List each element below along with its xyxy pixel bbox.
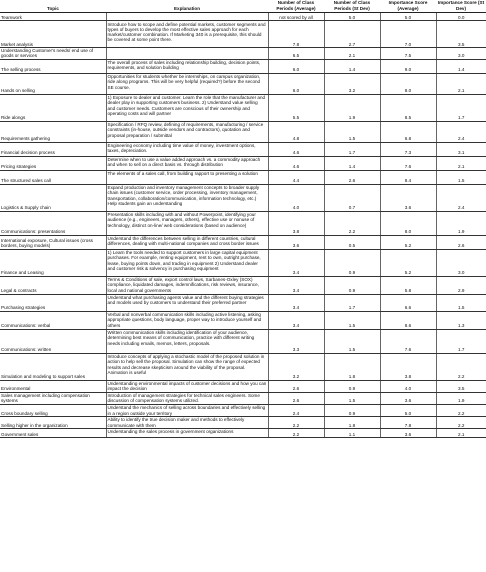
importance-sd-cell: 2.2	[436, 404, 486, 416]
topic-cell: Finance and Leasing	[0, 249, 106, 276]
topic-cell: Government sales	[0, 428, 106, 437]
importance-sd-cell: 2.9	[436, 276, 486, 294]
importance-avg-cell: 5.0	[380, 404, 436, 416]
periods-sd-cell: 1.4	[324, 59, 380, 73]
explanation-cell: Introduce concepts of applying a stochastic model of the proposed solution in action to help sell the proposal. Simulation can show the range of expected results and decrease skepticism around the viability of the proposal. Animation is useful	[106, 353, 268, 380]
table-row	[0, 184, 486, 211]
periods-avg-cell: 3.8	[268, 211, 324, 235]
periods-avg-cell: 3.4	[268, 249, 324, 276]
topic-cell: Market analysis	[0, 21, 106, 48]
table-row	[0, 416, 486, 428]
periods-sd-cell: 5.0	[324, 13, 380, 21]
topic-cell: The structured sales call	[0, 170, 106, 184]
table-row	[0, 235, 486, 249]
table-row	[0, 170, 486, 184]
periods-avg-cell: 2.2	[268, 416, 324, 428]
explanation-cell: The elements of a sales call, from building rapport to presenting a solution	[106, 170, 268, 184]
importance-sd-cell: 1.5	[436, 170, 486, 184]
topic-cell: Communications: written	[0, 329, 106, 353]
importance-avg-cell: 3.6	[380, 184, 436, 211]
periods-sd-cell: 1.8	[324, 416, 380, 428]
header-row	[0, 0, 486, 13]
table-row	[0, 276, 486, 294]
table-row	[0, 13, 486, 21]
importance-avg-cell: 5.2	[380, 249, 436, 276]
periods-sd-cell: 1.7	[324, 294, 380, 311]
periods-sd-cell: 1.5	[324, 392, 380, 404]
importance-sd-cell: 1.9	[436, 211, 486, 235]
explanation-cell: 1) Exposure to dealer and customer. Learn the role that the manufacturer and dealer play in supporting customers business. 2) Understand value selling and customer needs. Customers are conscious of their ownership and operating costs and will partner	[106, 94, 268, 121]
periods-avg-cell: 2.6	[268, 392, 324, 404]
importance-avg-cell: 3.8	[380, 353, 436, 380]
topic-cell: Sales management including compensation systems	[0, 392, 106, 404]
explanation-cell: Understand what purchasing agents value and the different buying strategies and models used by customers to understand their preferred partner	[106, 294, 268, 311]
explanation-cell: Presentation skills including with and without Powerpoint, identifying your audience (e.g., engineers, managers, others), effective use or nonuse of technology, distinct on-line/ web considerations (based on audience)	[106, 211, 268, 235]
topic-cell: Hands on selling	[0, 73, 106, 94]
explanation-cell: Expand production and inventory management concepts to broader supply chain issues (customer service, order processing, inventory management, transportation, collaboration/communication, information technology, etc.) Help students gain an understanding	[106, 184, 268, 211]
importance-sd-cell: 1.3	[436, 311, 486, 329]
periods-sd-cell: 0.9	[324, 249, 380, 276]
topic-cell: Pricing strategies	[0, 156, 106, 170]
importance-sd-cell: 1.7	[436, 329, 486, 353]
topic-cell: Environmental	[0, 380, 106, 392]
importance-sd-cell: 2.1	[436, 73, 486, 94]
periods-avg-cell: 3.2	[268, 353, 324, 380]
explanation-cell: Determine when to use a value added approach vs. a commodity approach and when to sell on a direct basis vs. through distribution	[106, 156, 268, 170]
importance-sd-cell: 3.0	[436, 249, 486, 276]
table-row	[0, 311, 486, 329]
table-row	[0, 156, 486, 170]
table-row	[0, 329, 486, 353]
importance-sd-cell: 2.2	[436, 416, 486, 428]
periods-sd-cell: 2.1	[324, 48, 380, 60]
importance-avg-cell: 6.8	[380, 121, 436, 142]
periods-sd-cell: 0.7	[324, 184, 380, 211]
periods-avg-cell: 4.8	[268, 121, 324, 142]
importance-sd-cell: 2.1	[436, 428, 486, 437]
periods-sd-cell: 1.4	[324, 156, 380, 170]
importance-sd-cell: 2.4	[436, 184, 486, 211]
periods-avg-cell: 7.8	[268, 21, 324, 48]
periods-avg-cell: 4.4	[268, 170, 324, 184]
explanation-cell: Understand the differences between selling in different countries, cultural differences, dealing with multi-national companies and cross border issues	[106, 235, 268, 249]
importance-sd-cell: 3.1	[436, 142, 486, 156]
topic-cell: Ride alongs	[0, 94, 106, 121]
topic-cell: Cross boundary selling	[0, 404, 106, 416]
topic-cell: Communications: presentations	[0, 211, 106, 235]
topic-cell: Requirements gathering	[0, 121, 106, 142]
importance-avg-cell: 7.3	[380, 142, 436, 156]
importance-avg-cell: 7.0	[380, 21, 436, 48]
periods-sd-cell: 1.1	[324, 428, 380, 437]
periods-sd-cell: 1.5	[324, 311, 380, 329]
table-row	[0, 48, 486, 60]
periods-avg-cell: 2.2	[268, 428, 324, 437]
table-row	[0, 249, 486, 276]
explanation-cell: 1) Learn the tools needed to support customers in large capital equipment purchases. For example, renting equipment, rent to own, outright purchase, lease, buying points down, and trading in equipment 2) Understand dealer and customer risk & solvency in purchasing equipment	[106, 249, 268, 276]
topic-cell: Teamwork	[0, 13, 106, 21]
importance-sd-cell: 2.2	[436, 353, 486, 380]
explanation-cell: Introduction of management strategies for technical sales engineers. Some discussion of compensation systems utilized.	[106, 392, 268, 404]
table-row	[0, 121, 486, 142]
periods-sd-cell: 2.2	[324, 211, 380, 235]
topic-cell: Purchasing strategies	[0, 294, 106, 311]
importance-sd-cell: 1.5	[436, 294, 486, 311]
importance-sd-cell: 3.5	[436, 21, 486, 48]
header-importance-sd: Importance Score (St Dev)	[437, 0, 485, 11]
table-row	[0, 392, 486, 404]
periods-sd-cell: 1.7	[324, 142, 380, 156]
periods-avg-cell: 4.6	[268, 142, 324, 156]
topic-cell: International exposure, Cultural issues (cross borders, buying models)	[0, 235, 106, 249]
topic-cell: The selling process	[0, 59, 106, 73]
importance-avg-cell: 3.6	[380, 428, 436, 437]
periods-sd-cell: 1.5	[324, 121, 380, 142]
header-topic: Topic	[0, 0, 106, 13]
importance-avg-cell: 7.6	[380, 156, 436, 170]
importance-avg-cell: 8.4	[380, 170, 436, 184]
table-row	[0, 404, 486, 416]
explanation-cell: Terms & Conditions of sale, export control laws, Sarbanes-Oxley (SOX) compliance, liquidated damages, indemnifications, risk reviews, insurance, local and national governments	[106, 276, 268, 294]
table-row	[0, 428, 486, 437]
periods-sd-cell: 0.9	[324, 380, 380, 392]
table-row	[0, 353, 486, 380]
periods-sd-cell: 1.9	[324, 94, 380, 121]
periods-sd-cell: 2.6	[324, 170, 380, 184]
importance-avg-cell: 8.0	[380, 211, 436, 235]
periods-avg-cell: 2.6	[268, 380, 324, 392]
periods-sd-cell: 0.9	[324, 404, 380, 416]
table-row	[0, 380, 486, 392]
importance-avg-cell: 7.8	[380, 416, 436, 428]
topic-cell: Selling higher in the organization	[0, 416, 106, 428]
periods-avg-cell: 5.5	[268, 94, 324, 121]
importance-sd-cell: 2.1	[436, 156, 486, 170]
importance-sd-cell: 3.5	[436, 380, 486, 392]
periods-avg-cell: 3.4	[268, 294, 324, 311]
importance-avg-cell: 5.8	[380, 276, 436, 294]
topic-cell: Communications: verbal	[0, 311, 106, 329]
importance-avg-cell: 5.0	[380, 13, 436, 21]
importance-avg-cell: 5.2	[380, 235, 436, 249]
periods-sd-cell: 1.8	[324, 353, 380, 380]
importance-avg-cell: 8.6	[380, 311, 436, 329]
explanation-cell: Opportunities for students whether be internships, on campus organization, ride along programs. This will be very helpful (required?) before the second SE course.	[106, 73, 268, 94]
periods-sd-cell: 0.9	[324, 276, 380, 294]
explanation-cell: Introduce how to scope and define potential markets, customer segments and types of buyers to develop the most effective sales approach for each market/customer combination. If Marketing 340 is a prerequisite, this should be covered at some point there.	[106, 21, 268, 48]
table-body	[0, 13, 486, 438]
explanation-cell: Written communication skills including identification of your audience, determining best means of communication, practice with different writing needs including emails, memos, letters, proposals.	[106, 329, 268, 353]
importance-avg-cell: 7.6	[380, 329, 436, 353]
topic-cell: Understanding Customer's needs/ end use of goods or services	[0, 48, 106, 60]
importance-sd-cell: 1.4	[436, 59, 486, 73]
periods-avg-cell: 3.3	[268, 329, 324, 353]
importance-sd-cell: 2.6	[436, 235, 486, 249]
topic-cell: Financial decision process	[0, 142, 106, 156]
periods-avg-cell: 3.6	[268, 235, 324, 249]
importance-avg-cell: 6.6	[380, 294, 436, 311]
periods-sd-cell: 0.5	[324, 235, 380, 249]
explanation-cell: Ability to identify the true decision maker and methods to effectively communicate with them	[106, 416, 268, 428]
periods-avg-cell: 6.5	[268, 48, 324, 60]
periods-sd-cell: 3.2	[324, 73, 380, 94]
importance-avg-cell: 4.0	[380, 380, 436, 392]
periods-avg-cell: 3.4	[268, 311, 324, 329]
header-periods-avg: Number of Class Periods (Average)	[268, 0, 324, 13]
explanation-cell: Verbal and nonverbal communication skills including active listening, asking appropriate questions, body language, proper way to introduce yourself and others	[106, 311, 268, 329]
periods-avg-cell: 6.0	[268, 73, 324, 94]
table-row	[0, 21, 486, 48]
explanation-cell	[106, 48, 268, 60]
importance-sd-cell: 1.7	[436, 94, 486, 121]
explanation-cell: Understanding environmental impacts of customer decisions and how you can impact the decision	[107, 381, 267, 392]
importance-sd-cell: 2.4	[436, 121, 486, 142]
table-row	[0, 211, 486, 235]
table-row	[0, 142, 486, 156]
importance-sd-cell: 1.9	[436, 392, 486, 404]
table-row	[0, 59, 486, 73]
importance-avg-cell: 8.5	[380, 94, 436, 121]
importance-avg-cell: 3.6	[380, 392, 436, 404]
header-explanation: Explanation	[106, 0, 268, 13]
table-row	[0, 94, 486, 121]
importance-avg-cell: 9.0	[380, 59, 436, 73]
table-row	[0, 294, 486, 311]
importance-avg-cell: 7.5	[380, 48, 436, 60]
explanation-cell: Specification / RFQ review, defining of requirements, manufacturing / service constraints (in-house, outside vendors and contractors), quotation and proposal preparation / submittal	[106, 121, 268, 142]
importance-avg-cell: 8.0	[380, 73, 436, 94]
topic-cell: Simulation and modeling to support sales	[0, 353, 106, 380]
explanation-cell: Understand the mechanics of selling across boundaries and effectively selling in a region outside your territory	[106, 404, 268, 416]
explanation-cell: Engineering economy including time value of money, investment options, taxes, depreciation.	[106, 142, 268, 156]
periods-sd-cell: 2.7	[324, 21, 380, 48]
periods-avg-cell: 3.4	[268, 276, 324, 294]
header-periods-sd: Number of Class Periods (St Dev)	[324, 0, 380, 13]
explanation-cell	[106, 13, 268, 21]
periods-avg-cell: 2.4	[268, 404, 324, 416]
explanation-cell: The overall process of sales including relationship building, decision points, requirements, and solution building	[106, 59, 268, 73]
periods-sd-cell: 1.5	[324, 329, 380, 353]
explanation-cell: Understanding the sales process in government organizations	[106, 428, 268, 437]
header-importance-avg: Importance Score (Average)	[380, 0, 436, 13]
table-row	[0, 73, 486, 94]
periods-avg-cell: 4.0	[268, 184, 324, 211]
topic-cell: Legal & contracts	[0, 276, 106, 294]
periods-avg-cell: 4.6	[268, 156, 324, 170]
periods-avg-cell: 6.0	[268, 59, 324, 73]
importance-sd-cell: 3.0	[436, 48, 486, 60]
periods-avg-cell: not scored by all	[268, 13, 324, 21]
topic-cell: Logistics & Supply chain	[0, 184, 106, 211]
importance-sd-cell: 0.0	[436, 13, 486, 21]
